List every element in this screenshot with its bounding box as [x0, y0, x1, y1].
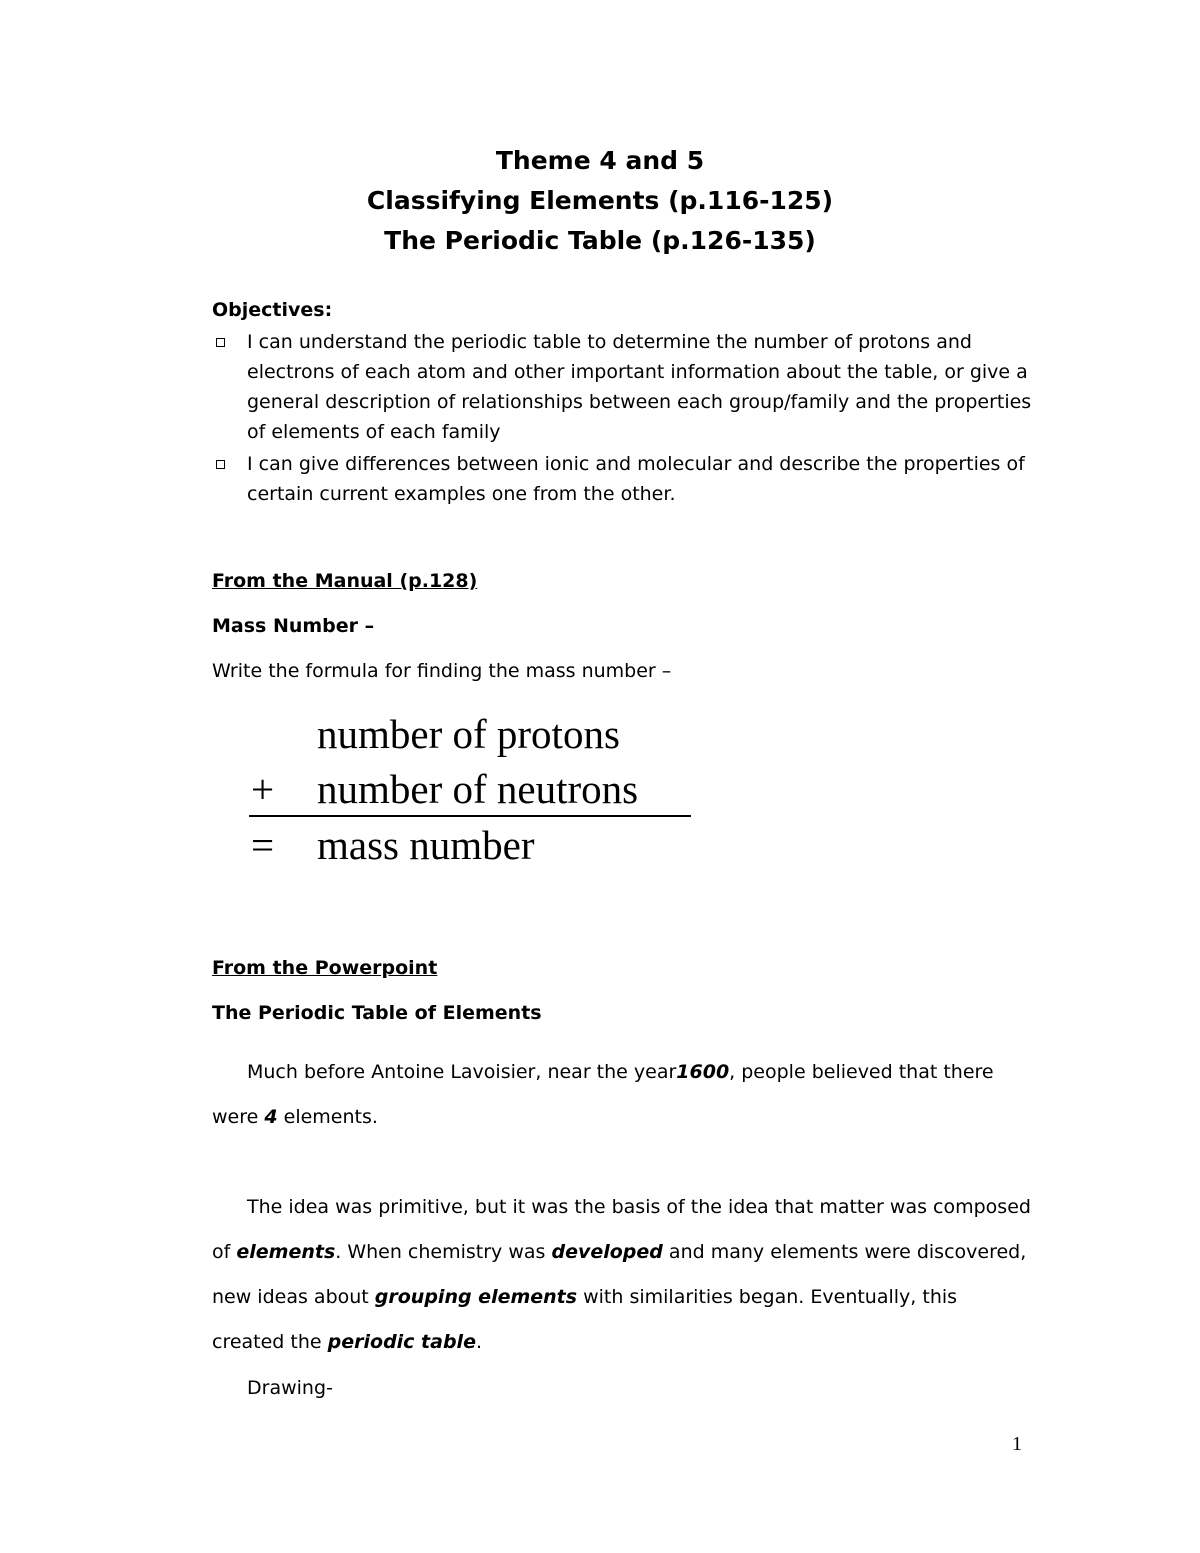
formula-row-protons: [248, 706, 708, 762]
emphasis-periodic-table: periodic table: [327, 1331, 476, 1353]
formula-neutrons-text: number of neutrons: [317, 766, 639, 812]
square-bullet-icon: [216, 338, 225, 347]
equals-sign: =: [251, 822, 275, 868]
powerpoint-heading: From the Powerpoint: [212, 957, 438, 979]
paragraph-text: The idea was primitive, but it was the basis of the idea that matter was composed of: [212, 1196, 1031, 1263]
paragraph-text: , people believed that there were: [212, 1061, 994, 1128]
paragraph-text: Much before Antoine Lavoisier, near the year: [247, 1061, 677, 1083]
title-classifying-elements: Classifying Elements (p.116-125): [366, 186, 834, 215]
title-theme: Theme 4 and 5: [495, 146, 705, 175]
square-bullet-icon: [216, 460, 225, 469]
formula-mass-number-text: mass number: [317, 822, 535, 868]
emphasis-grouping-elements: grouping elements: [374, 1286, 578, 1308]
formula-row-mass-number: [248, 817, 708, 873]
emphasis-elements: elements: [236, 1241, 336, 1263]
paragraph-text: .: [475, 1331, 483, 1353]
manual-heading: From the Manual (p.128): [212, 570, 478, 592]
paragraph-text: . When chemistry was: [335, 1241, 552, 1263]
formula-protons-text: number of protons: [317, 711, 620, 757]
emphasis-count: 4: [264, 1106, 278, 1128]
page-number: 1: [1012, 1433, 1022, 1455]
formula-row-neutrons: [248, 761, 708, 817]
paragraph-idea: [212, 1185, 1032, 1365]
formula-prompt: Write the formula for finding the mass number –: [212, 660, 672, 682]
paragraph-text: elements.: [277, 1106, 378, 1128]
mass-number-formula: [248, 706, 708, 876]
objective-item: [212, 327, 1032, 447]
paragraph-text: with similarities began. Eventually, this created the: [212, 1286, 958, 1353]
objective-item: [212, 449, 1032, 509]
objectives-label: Objectives:: [212, 299, 333, 321]
mass-number-heading: Mass Number –: [212, 615, 375, 637]
objective-text: I can give differences between ionic and molecular and describe the properties of certain current examples one from the other.: [247, 453, 1025, 505]
emphasis-developed: developed: [551, 1241, 663, 1263]
drawing-label: Drawing-: [247, 1377, 333, 1399]
paragraph-lavoisier: [212, 1050, 1032, 1140]
objective-text: I can understand the periodic table to determine the number of protons and electrons of each atom and other important information about the table, or give a general description of relationships between each group/family and the properties of elements of each family: [247, 331, 1032, 443]
title-periodic-table: The Periodic Table (p.126-135): [384, 226, 816, 255]
periodic-table-heading: The Periodic Table of Elements: [212, 1002, 542, 1024]
emphasis-year: 1600: [676, 1061, 730, 1083]
plus-sign: +: [251, 766, 275, 812]
drawing-prompt: [212, 1366, 1032, 1411]
objectives-list: [212, 327, 1032, 511]
paragraph-text: and many elements were discovered, new ideas about: [212, 1241, 1027, 1308]
